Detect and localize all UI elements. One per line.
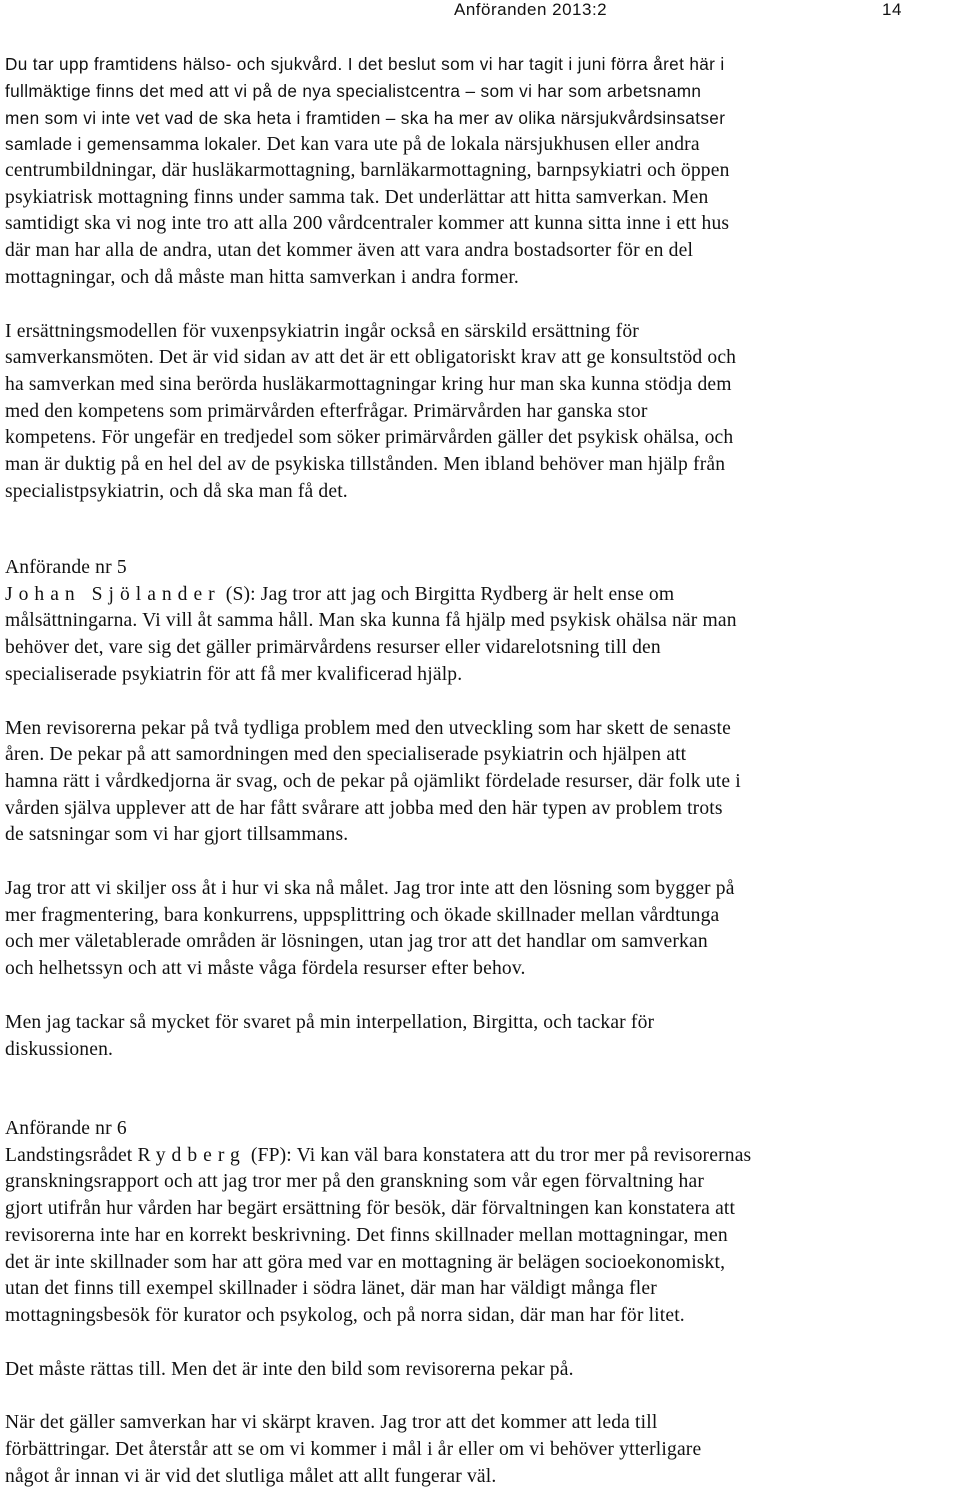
text-line: utan det finns till exempel skillnader i södra länet, där man har väldigt många fler xyxy=(5,1278,657,1300)
speech-5 xyxy=(5,555,960,1063)
text-line: samtidigt ska vi nog inte tro att alla 200 vårdcentraler kommer att kunna sitta inne i ett hus xyxy=(5,213,730,235)
speech-heading: Anförande nr 6 xyxy=(5,1118,127,1139)
speaker-title: Landstingsrådet xyxy=(5,1144,138,1166)
text-line: kompetens. För ungefär en tredjedel som söker primärvården gäller det psykisk ohälsa, och xyxy=(5,427,734,449)
text-line: och mer väletablerade områden är lösningen, utan jag tror att det handlar om samverkan xyxy=(5,931,708,953)
text-line: När det gäller samverkan har vi skärpt kraven. Jag tror att det kommer att leda till xyxy=(5,1412,658,1434)
text-line: centrumbildningar, där husläkarmottagning, barnläkarmottagning, barnpsykiatri och öppen xyxy=(5,160,730,181)
text-line: hamna rätt i vårdkedjorna är svag, och de pekar på ojämlikt fördelade resurser, där folk ute i xyxy=(5,770,741,792)
speaker-name: Rydberg xyxy=(137,1144,246,1166)
text-segment: samlade i gemensamma lokaler. xyxy=(5,134,262,155)
text-line: fullmäktige finns det med att vi på de nya specialistcentra – som vi har som arbetsnamn xyxy=(5,80,702,101)
text-line xyxy=(5,1143,960,1170)
text-line: granskningsrapport och att jag tror mer på den granskning som vår egen förvaltning har xyxy=(5,1171,705,1193)
text-line xyxy=(5,131,960,159)
speech-6 xyxy=(5,1116,960,1490)
text-line: det är inte skillnader som har att göra med var en mottagning är belägen socioekonomiskt, xyxy=(5,1251,726,1273)
speech-heading: Anförande nr 5 xyxy=(5,557,127,578)
page-header xyxy=(0,0,960,22)
text-line: Det måste rättas till. Men det är inte den bild som revisorerna pekar på. xyxy=(5,1358,574,1380)
text-line: Jag tror att vi skiljer oss åt i hur vi ska nå målet. Jag tror inte att den lösning som bygger på xyxy=(5,878,735,900)
text-line: specialistpsykiatrin, och då ska man få det. xyxy=(5,480,348,502)
text-line: samverkansmöten. Det är vid sidan av att det är ett obligatoriskt krav att ge konsultstöd och xyxy=(5,347,737,369)
opening-paragraph-sans xyxy=(5,51,960,159)
text-line: diskussionen. xyxy=(5,1038,114,1060)
text-line: behöver det, vare sig det gäller primärvårdens resurser eller vidarelotsning till den xyxy=(5,637,661,659)
text-line: med den kompetens som primärvården efterfrågar. Primärvården har ganska stor xyxy=(5,400,648,422)
text-line: något år innan vi är vid det slutliga målet att allt fungerar väl. xyxy=(5,1465,497,1487)
text-line: Men revisorerna pekar på två tydliga problem med den utveckling som har skett de senaste xyxy=(5,717,731,739)
document-title: Anföranden 2013:2 xyxy=(454,0,608,19)
text-line: åren. De pekar på att samordningen med den specialiserade psykiatrin och hjälpen att xyxy=(5,744,687,766)
text-line: de satsningar som vi har gjort tillsammans. xyxy=(5,824,349,846)
text-segment: (FP): Vi kan väl bara konstatera att du tror mer på revisorernas xyxy=(245,1144,752,1166)
text-segment: (S): Jag tror att jag och Birgitta Rydberg är helt ense om xyxy=(220,583,675,605)
text-line: I ersättningsmodellen för vuxenpsykiatrin ingår också en särskild ersättning för xyxy=(5,320,639,342)
page-number: 14 xyxy=(882,0,902,19)
text-line: mottagningsbesök för kurator och psykolog, och på norra sidan, där man har för litet. xyxy=(5,1304,685,1326)
body-text xyxy=(5,158,960,505)
text-line: målsättningarna. Vi vill åt samma håll. Man ska kunna få hjälp med psykisk ohälsa när man xyxy=(5,610,737,632)
text-line: vården själva upplever att de har fått svårare att jobba med den här typen av problem trots xyxy=(5,797,723,819)
text-line: ha samverkan med sina berörda husläkarmottagningar kring hur man ska kunna stödja dem xyxy=(5,373,732,395)
text-line: man är duktig på en hel del av de psykiska tillstånden. Men ibland behöver man hjälp från xyxy=(5,454,726,476)
text-line: men som vi inte vet vad de ska heta i framtiden – ska ha mer av olika närsjukvårdsinsatser xyxy=(5,107,726,128)
text-line: och helhetssyn och att vi måste våga fördela resurser efter behov. xyxy=(5,958,526,980)
text-line: mottagningar, och då måste man hitta samverkan i andra former. xyxy=(5,266,519,288)
text-line: mer fragmentering, bara konkurrens, uppsplittring och ökade skillnader mellan vårdtunga xyxy=(5,904,720,926)
text-line: revisorerna inte har en korrekt beskrivning. Det finns skillnader mellan mottagningar, men xyxy=(5,1224,728,1246)
text-line xyxy=(5,582,960,609)
text-segment: Det kan vara ute på de lokala närsjukhusen eller andra xyxy=(261,134,700,156)
text-line: Du tar upp framtidens hälso- och sjukvård. I det beslut som vi har tagit i juni förra året här i xyxy=(5,54,725,74)
speaker-name: Johan Sjölander xyxy=(5,583,221,605)
text-line: Men jag tackar så mycket för svaret på min interpellation, Birgitta, och tackar för xyxy=(5,1011,655,1033)
text-line: gjort utifrån hur vården har begärt ersättning för besök, där förvaltningen kan konstatera att xyxy=(5,1198,736,1220)
text-line: psykiatrisk mottagning finns under samma tak. Det underlättar att hitta samverkan. Men xyxy=(5,186,709,208)
text-line: där man har alla de andra, utan det kommer även att vara andra bostadsorter för en del xyxy=(5,240,694,262)
text-line: specialiserade psykiatrin för att få mer kvalificerad hjälp. xyxy=(5,663,463,685)
text-line: förbättringar. Det återstår att se om vi kommer i mål i år eller om vi behöver ytterligare xyxy=(5,1439,702,1461)
